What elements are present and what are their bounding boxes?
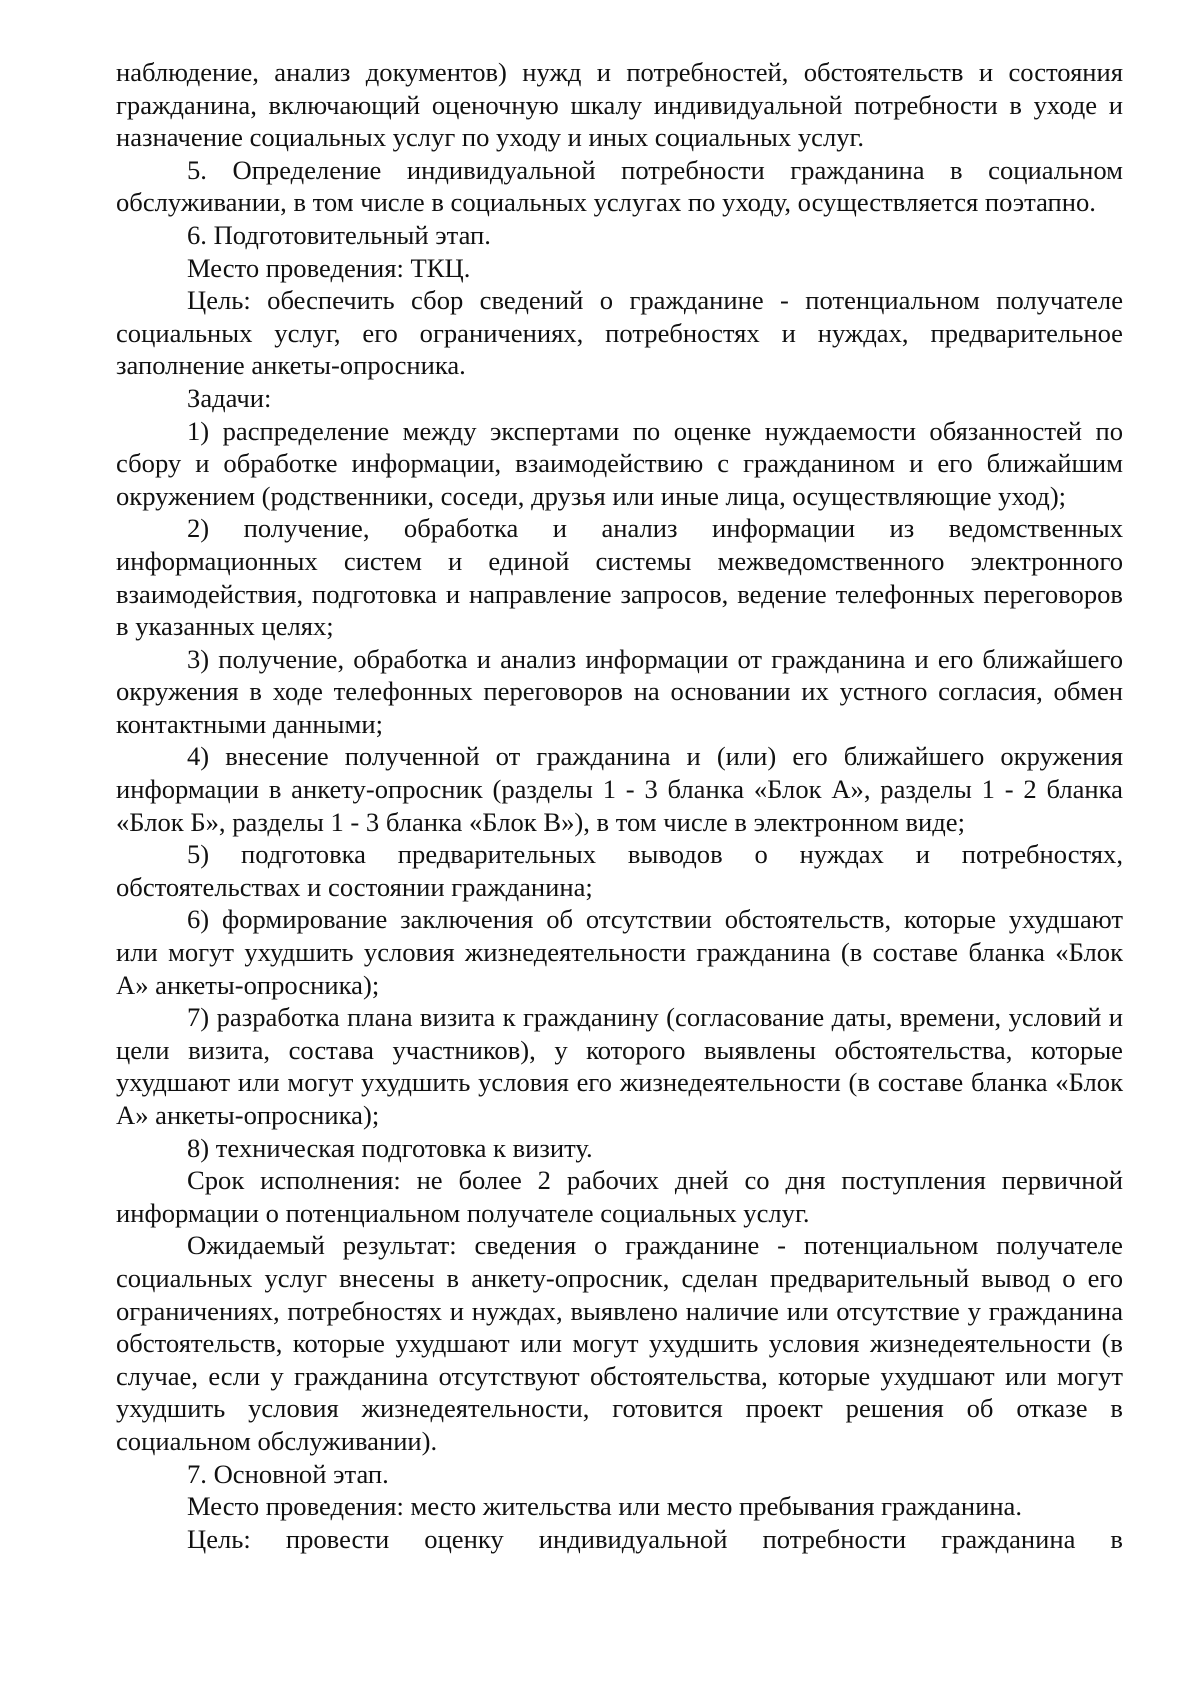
paragraph-tasks-label: Задачи: — [187, 382, 272, 413]
paragraph-goal-preparatory: Цель: обеспечить сбор сведений о гражданине - потенциальном получателе социальных услуг, его ограничениях, потребностях и нуждах, предварительное заполнение анкеты-опросника. — [116, 285, 1123, 381]
list-item-task-2: 2) получение, обработка и анализ информации из ведомственных информационных систем и единой системы межведомственного электронного взаимодействия, подготовка и направление запросов, ведение телефонных переговоров в указанных целях; — [116, 513, 1123, 642]
list-item-task-8: 8) техническая подготовка к визиту. — [187, 1132, 593, 1163]
paragraph-goal-main: Цель: провести оценку индивидуальной потребности гражданина в — [187, 1523, 1123, 1554]
paragraph-intro-continuation: наблюдение, анализ документов) нужд и потребностей, обстоятельств и состояния гражданина, включающий оценочную шкалу индивидуальной потребности в уходе и назначение социальных услуг по уходу и иных социальных услуг. — [116, 57, 1123, 153]
document-page — [116, 56, 1123, 1555]
list-item-task-5: 5) подготовка предварительных выводов о нуждах и потребностях, обстоятельствах и состоянии гражданина; — [116, 839, 1123, 902]
list-item-task-1: 1) распределение между экспертами по оценке нуждаемости обязанностей по сбору и обработке информации, взаимодействию с гражданином и его ближайшим окружением (родственники, соседи, друзья или иные лица, осуществляющие уход); — [116, 415, 1123, 511]
list-item-task-3: 3) получение, обработка и анализ информации от гражданина и его ближайшего окружения в ходе телефонных переговоров на основании их устного согласия, обмен контактными данными; — [116, 643, 1123, 739]
paragraph-expected-result: Ожидаемый результат: сведения о гражданине - потенциальном получателе социальных услуг внесены в анкету-опросник, сделан предварительный вывод о его ограничениях, потребностях и нуждах, выявлено наличие или отсутствие у гражданина обстоятельств, которые ухудшают или могут ухудшить условия жизнедеятельности (в случае, если у гражданина отсутствуют обстоятельства, которые ухудшают или могут ухудшить условия жизнедеятельности, готовится проект решения об отказе в социальном обслуживании). — [116, 1230, 1123, 1456]
paragraph-item-5: 5. Определение индивидуальной потребности гражданина в социальном обслуживании, в том числе в социальных услугах по уходу, осуществляется поэтапно. — [116, 154, 1123, 218]
list-item-task-4: 4) внесение полученной от гражданина и (или) его ближайшего окружения информации в анкету-опросник (разделы 1 - 3 бланка «Блок А», разделы 1 - 2 бланка «Блок Б», разделы 1 - 3 бланка «Блок В»), в том числе в электронном виде; — [116, 741, 1123, 837]
paragraph-deadline: Срок исполнения: не более 2 рабочих дней со дня поступления первичной информации о потенциальном получателе социальных услуг. — [116, 1165, 1123, 1228]
paragraph-venue-tkc: Место проведения: ТКЦ. — [187, 252, 471, 283]
heading-preparatory-stage: 6. Подготовительный этап. — [187, 219, 491, 250]
list-item-task-6: 6) формирование заключения об отсутствии обстоятельств, которые ухудшают или могут ухудшить условия жизнедеятельности гражданина (в составе бланка «Блок А» анкеты-опросника); — [116, 904, 1123, 1000]
paragraph-venue-main: Место проведения: место жительства или место пребывания гражданина. — [187, 1491, 1023, 1522]
heading-main-stage: 7. Основной этап. — [187, 1458, 389, 1489]
list-item-task-7: 7) разработка плана визита к гражданину (согласование даты, времени, условий и цели визита, состава участников), у которого выявлены обстоятельства, которые ухудшают или могут ухудшить условия его жизнедеятельности (в составе бланка «Блок А» анкеты-опросника); — [116, 1002, 1123, 1130]
